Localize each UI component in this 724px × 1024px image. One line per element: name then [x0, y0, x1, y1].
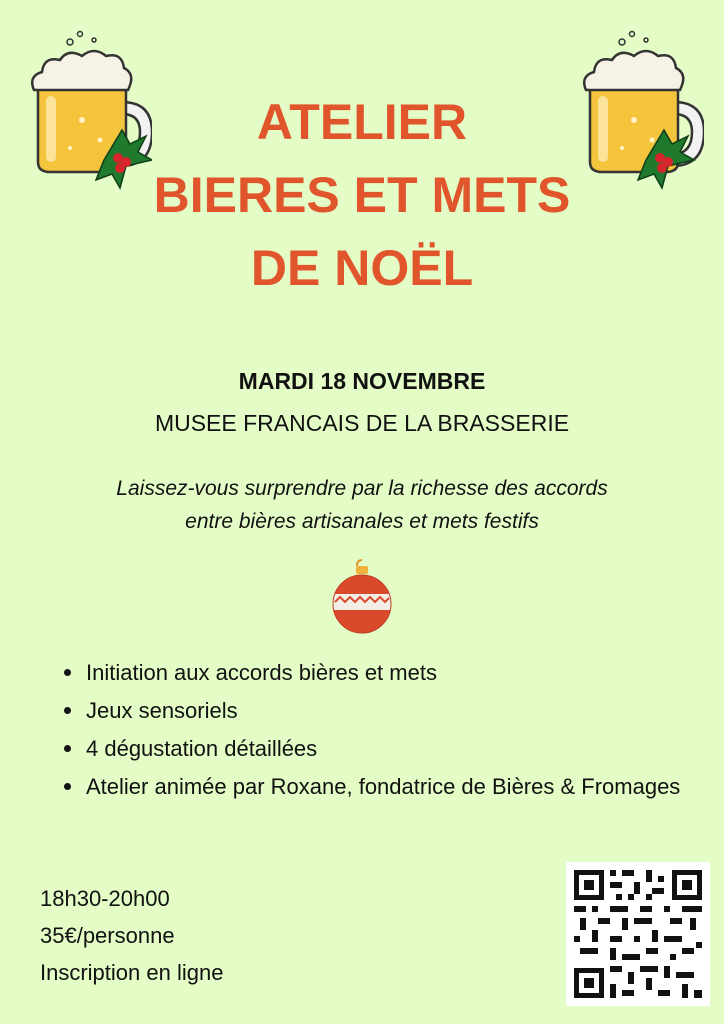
title-line: BIERES ET METS	[153, 167, 571, 223]
event-title	[0, 86, 724, 305]
practical-info	[40, 880, 223, 991]
event-date: MARDI 18 NOVEMBRE	[238, 368, 486, 394]
qr-code[interactable]	[566, 862, 710, 1006]
event-time: 18h30-20h00	[40, 886, 170, 911]
christmas-bauble-icon	[331, 558, 393, 636]
tagline-line: Laissez-vous surprendre par la richesse des accords	[116, 477, 608, 500]
list-item: Initiation aux accords bières et mets	[62, 654, 702, 692]
event-venue: MUSEE FRANCAIS DE LA BRASSERIE	[154, 410, 570, 436]
list-item: 4 dégustation détaillées	[62, 730, 702, 768]
title-line: DE NOËL	[250, 240, 474, 296]
list-item: Atelier animée par Roxane, fondatrice de Bières & Fromages	[62, 768, 702, 806]
activities-list	[62, 654, 702, 806]
event-price: 35€/personne	[40, 923, 175, 948]
tagline-line: entre bières artisanales et mets festifs	[185, 510, 539, 533]
event-registration: Inscription en ligne	[40, 960, 224, 985]
event-tagline	[0, 472, 724, 538]
title-line: ATELIER	[256, 94, 468, 150]
list-item: Jeux sensoriels	[62, 692, 702, 730]
